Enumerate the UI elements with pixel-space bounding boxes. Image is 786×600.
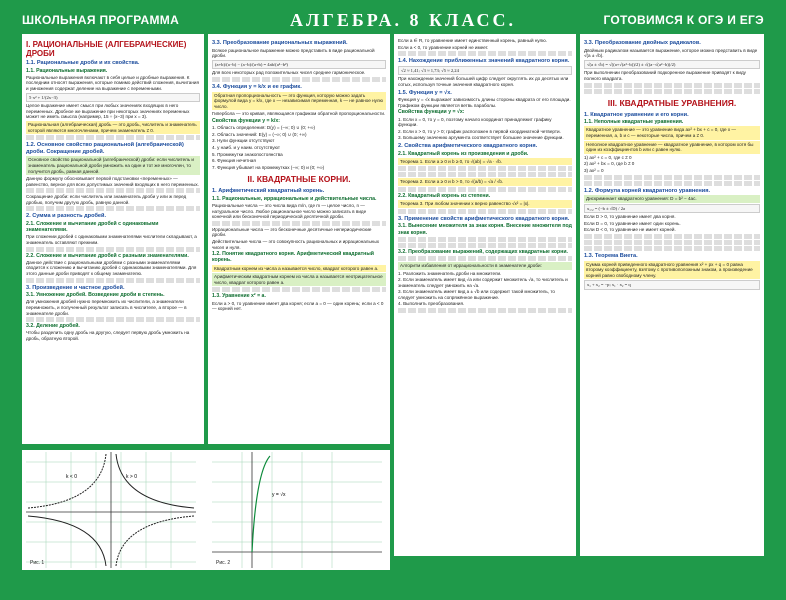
formula-line — [584, 181, 760, 186]
formula-box: √2 ≈ 1,41; √3 ≈ 1,73; √5 ≈ 2,24 — [398, 66, 572, 76]
list-item: 1) ax² + c = 0, где c ≠ 0 — [584, 154, 632, 160]
formula-line — [584, 89, 760, 94]
paragraph: Если a < 0, то уравнение корней не имеет. — [398, 44, 489, 50]
column-2 — [208, 34, 390, 444]
list-item: 3. Большему значению аргумента соответствует большее значение функции. — [398, 135, 564, 141]
subheading: 1.3. Уравнение x² = a. — [212, 293, 266, 300]
subheading: 1.1. Рациональные дроби и их свойства. — [26, 60, 140, 66]
paragraph: Данную формулу обосновывает первой подстановки «переменных» — равенство, верное для всех допустимых значений входящих в него переменных. — [26, 176, 199, 187]
theorem-highlight: Теорема 3. При любом значении x верно равенство √x² = |x|. — [398, 200, 572, 208]
formula-line — [212, 221, 386, 226]
paragraph: Гипербола — это кривая, являющаяся графиком обратной пропорциональности. — [212, 111, 386, 117]
definition-highlight: Дискриминант квадратного уравнения: D = b² − 4ac. — [584, 195, 760, 203]
formula-line — [398, 187, 572, 192]
paragraph: Сокращение дроби: если числитель или знаменатель дроби у или ж перед дробью, получим другую дробь, равную данной. — [26, 194, 187, 205]
paragraph: Если a > 0, то уравнение имеет два корня; если a = 0 — один корень; если a < 0 — корней нет. — [212, 300, 384, 312]
subheading: 3. Произведение и частное дробей. — [26, 284, 125, 291]
subheading: 1. Арифметический квадратный корень. — [212, 188, 325, 195]
paragraph: Рациональные числа — это числа вида m/n, где m — целое число, n — натуральное число. Любое рациональное число можно записать в виде конечной или бесконечной периодической десятичной дроби. — [212, 203, 367, 220]
paragraph: Рациональные выражения включают в себя целые и дробные выражения. К последним относят выражения, которые помимо действий сложения, вычитания и умножения содержат деление на выражение с переменными. — [26, 74, 199, 91]
list-item: Если D > 0, то уравнение имеет два корня. — [584, 214, 676, 220]
algorithm-highlight: Алгоритм избавления от иррациональности в знаменателе дроби: — [398, 262, 572, 270]
subheading: 1.2. Формула корней квадратного уравнения. — [584, 187, 711, 194]
paragraph: Для умножения дробей нужно перемножить их числители, а знаменатели перемножить, и полученный результат записать в числителе, а второе — в знаменателе дроби. — [26, 299, 187, 316]
hyperbola-graph — [26, 452, 196, 568]
formula-box: x₁ + x₂ = −p; x₁ · x₂ = q — [584, 280, 760, 290]
subheading: 3.2. Преобразование выражений, содержащих квадратные корни. — [398, 248, 568, 255]
formula-line — [398, 51, 572, 56]
subheading: 1.2. Основное свойство рациональной (алгебраической) дроби. Сокращение дробей. — [26, 142, 184, 155]
definition-highlight: Арифметическим квадратным корнем из числа a называется неотрицательное число, квадрат которого равен a. — [212, 273, 386, 286]
sqrt-graph — [212, 452, 382, 568]
paragraph: Действительные числа — это совокупность рациональных и иррациональных чисел и нуля. — [212, 239, 380, 250]
formula-line — [398, 237, 572, 242]
subheading: 3.3. Преобразование рациональных выражений. — [212, 40, 348, 46]
hyperbola-graph-svg — [26, 452, 196, 568]
list-item: 1. Область определения: D(y) = (−∞; 0) ∪ (0; +∞) — [212, 125, 315, 131]
paragraph: Чтобы разделить одну дробь на другую, следует первую дробь умножить на дробь, обратную второй. — [26, 330, 190, 342]
subheading: 1.2. Понятие квадратного корня. Арифметический квадратный корень. — [212, 251, 374, 264]
paragraph: Целое выражение имеет смысл при любых значениях входящих в него переменных. Дробное же выражение при некоторых значениях переменных может не иметь смысла (например, 15 ÷ (x−3) при x = 3). — [26, 103, 190, 120]
subheading: 3.1. Умножение дробей. Возведение дроби в степень. — [26, 292, 165, 299]
subheading: 1.1. Рациональные, иррациональные и действительные числа. — [212, 195, 377, 202]
section-title-1: I. РАЦИОНАЛЬНЫЕ (АЛГЕБРАИЧЕСКИЕ) ДРОБИ — [26, 40, 187, 58]
subheading: 1.4. Нахождение приближенных значений квадратного корня. — [398, 58, 570, 65]
list-item: 2. Если знаменатель имеет вид √a или содержит множитель √a, то числитель и знаменатель следует умножить на √a. — [398, 277, 568, 288]
theorem-highlight: Теорема 1. Если a ≥ 0 и b ≥ 0, то √(ab) = √a · √b. — [398, 158, 572, 166]
list-item: 1. Разложить знаменатель дроби на множители. — [398, 270, 502, 276]
list-item: 3. Если знаменатель имеет вид a ± √b или содержит такой множитель, то следует умножить на сопряжённое выражение. — [398, 289, 555, 300]
definition-highlight: Квадратное уравнение — это уравнение вида ax² + bx + c = 0, где x — переменная, a, b и c — некоторые числа, причем a ≠ 0. — [584, 126, 760, 139]
formula-line — [26, 247, 200, 252]
page-title: АЛГЕБРА. 8 КЛАСС. — [290, 10, 517, 30]
column-1 — [22, 34, 204, 444]
formula-line — [398, 243, 572, 248]
list-item: 3. Нули функции отсутствуют — [212, 138, 275, 144]
subheading: 1.3. Теорема Виета. — [584, 253, 638, 260]
formula-line — [398, 308, 572, 313]
list-item: 5. Промежутки знакопостоянства — [212, 151, 283, 157]
formula-line — [584, 234, 760, 239]
formula-line — [26, 278, 200, 283]
list-item: 3) ax² = 0 — [584, 167, 604, 173]
definition-highlight: Обратная пропорциональность — это функция, которую можно задать формулой вида y = k/x, где x — независимая переменная, k — не равное нулю число. — [212, 92, 386, 111]
list-item: 2) ax² + bx = 0, где b ≠ 0 — [584, 161, 635, 167]
formula-line — [398, 256, 572, 261]
subheading: 3.3. Преобразование двойных радикалов. — [584, 40, 701, 46]
formula-line — [212, 287, 386, 292]
theorem-highlight: Сумма корней приведенного квадратного уравнения x² + px + q = 0 равна второму коэффициенту, взятому с противоположным знаком, а произведение корней равно свободному члену. — [584, 261, 760, 280]
formula-box: √(a ± √b) = √((a+√(a²−b))/2) ± √((a−√(a²−b))/2) — [584, 60, 760, 70]
formula-box: 5·x² + 1/(2x−3) — [26, 93, 200, 103]
graph-label: k > 0 — [126, 474, 137, 480]
definition-highlight: Квадратным корнем из числа a называется число, квадрат которого равен a. — [212, 265, 386, 273]
list-item: 7. Функция убывает на промежутках (−∞; 0) и (0; +∞) — [212, 164, 325, 170]
figure-caption: Рис. 1 — [30, 560, 45, 566]
formula-line — [584, 175, 760, 180]
formula-box: x₁,₂ = (−b ± √D) / 2a — [584, 204, 760, 214]
subheading: 1. Квадратное уравнение и его корни. — [584, 111, 689, 118]
graph-label: k < 0 — [66, 474, 77, 480]
subheading: 2.2. Сложение и вычитание дробей с разными знаменателями. — [26, 252, 189, 259]
list-item: 2. Если x > 0, то y > 0; график расположен в первой координатной четверти. — [398, 128, 561, 134]
list-item: Если D = 0, то уравнение имеет один корень. — [584, 220, 681, 226]
graph-label: y = √x — [272, 492, 286, 498]
column-3 — [394, 34, 576, 556]
header-left: ШКОЛЬНАЯ ПРОГРАММА — [22, 13, 180, 27]
column-4 — [580, 34, 764, 556]
list-item: 4. Выполнить преобразования. — [398, 301, 465, 307]
list-item: 1. Если x = 0, то y = 0, поэтому начало координат принадлежит графику функции. — [398, 116, 552, 128]
formula-line — [584, 240, 760, 245]
paragraph: Всякое рациональное выражение можно представить в виде рациональной дроби. — [212, 47, 375, 59]
subheading: Свойства функции y = k/x: — [212, 117, 280, 124]
subheading: 2.1. Квадратный корень из произведения и дроби. — [398, 150, 529, 157]
header-bar — [12, 10, 774, 32]
formula-line — [26, 135, 200, 140]
paragraph: При нахождении значений большей цифр следует округлять их до десятых или сотых, используя точные значения квадратного корня. — [398, 76, 569, 87]
definition-highlight: Основное свойство рациональной (алгебраической) дроби: если числитель и знаменатель рациональной дроби умножить на один и тот же многочлен, то получится дробь, равная данной. — [26, 156, 200, 175]
paragraph: При выполнении преобразований подкоренное выражение приводят к виду полного квадрата. — [584, 70, 746, 81]
formula-line — [398, 166, 572, 171]
paragraph: При сложении дробей с одинаковыми знаменателями числители складывают, а знаменатель оставляют прежним. — [26, 234, 197, 246]
formula-line — [584, 83, 760, 88]
subheading: 1.1. Неполные квадратные уравнения. — [584, 119, 684, 126]
subheading: 2.2. Квадратный корень из степени. — [398, 192, 491, 199]
subheading: 3. Применение свойств арифметического квадратного корня. — [398, 215, 570, 222]
subheading: 3.1. Вынесение множителя за знак корня. Внесение множителя под знак корня. — [398, 223, 572, 236]
formula-line — [26, 206, 200, 211]
subheading: 1.5. Функция y = √x. — [398, 89, 452, 96]
graphs-strip — [22, 450, 390, 570]
formula-line — [212, 77, 386, 82]
formula-line — [26, 317, 200, 322]
section-title-2: II. КВАДРАТНЫЕ КОРНИ. — [247, 174, 351, 185]
subheading: 3.2. Деление дробей. — [26, 323, 80, 330]
paragraph: Иррациональные числа — это бесконечные десятичные непериодические дроби. — [212, 226, 372, 238]
paragraph: Для всех некоторых рад положительных чисел среднее гармоническое. — [212, 70, 366, 76]
sqrt-graph-svg — [212, 452, 382, 568]
formula-box: (a+b)/(a−b) − (a−b)/(a+b) = 4ab/(a²−b²) — [212, 60, 386, 70]
formula-line — [584, 246, 760, 251]
paragraph: Если a ∈ R, то уравнение имеет единственный корень, равный нулю. — [398, 38, 547, 43]
subheading: 3.4. Функция y = k/x и ее график. — [212, 83, 302, 90]
list-item: 6. Функция нечетная — [212, 158, 256, 164]
subheading: 2.1. Сложение и вычитание дробей с одинаковыми знаменателями. — [26, 221, 159, 234]
figure-caption: Рис. 2 — [216, 560, 231, 566]
paragraph: Двойным радикалом называется выражение, которое можно представить в виде √(a ± √b). — [584, 47, 758, 59]
paragraph: Данное действие с рациональными дробями с разными знаменателями сводится к сложению и вычитанию дробей с одинаковыми знаменателями. Для этого данные дроби приводят к общему знаменателю. — [26, 259, 197, 277]
definition-highlight: Рациональная (алгебраическая) дробь — это дробь, числитель и знаменатель которой являются многочленами, причем знаменатель ≠ 0. — [26, 121, 200, 134]
header-right: ГОТОВИМСЯ К ОГЭ И ЕГЭ — [603, 13, 764, 27]
formula-line — [398, 172, 572, 177]
list-item: Если D < 0, то уравнение не имеет корней. — [584, 227, 676, 233]
theorem-highlight: Теорема 2. Если a ≥ 0 и b > 0, то √(a/b) = √a / √b. — [398, 178, 572, 186]
definition-highlight: Неполное квадратное уравнение — квадратное уравнение, в котором хотя бы один из коэффициентов b или c равен нулю. — [584, 141, 760, 154]
formula-line — [398, 209, 572, 214]
list-item: 4. y наиб. и y наим. отсутствуют — [212, 144, 280, 150]
paragraph: Функция y = √x выражает зависимость длины стороны квадрата от его площади. Графиком функции является ветвь параболы. — [398, 97, 571, 108]
subheading: 2. Свойства арифметического квадратного корня. — [398, 142, 538, 149]
list-item: 2. Область значений: E(y) = (−∞; 0) ∪ (0; +∞) — [212, 131, 307, 137]
formula-line — [26, 188, 200, 193]
subheading: 2. Сумма и разность дробей. — [26, 213, 107, 220]
subheading: 1.1. Рациональные выражения. — [26, 67, 108, 74]
section-title-3: III. КВАДРАТНЫЕ УРАВНЕНИЯ. — [607, 97, 737, 108]
subheading: Свойства функции y = √x: — [398, 109, 465, 116]
